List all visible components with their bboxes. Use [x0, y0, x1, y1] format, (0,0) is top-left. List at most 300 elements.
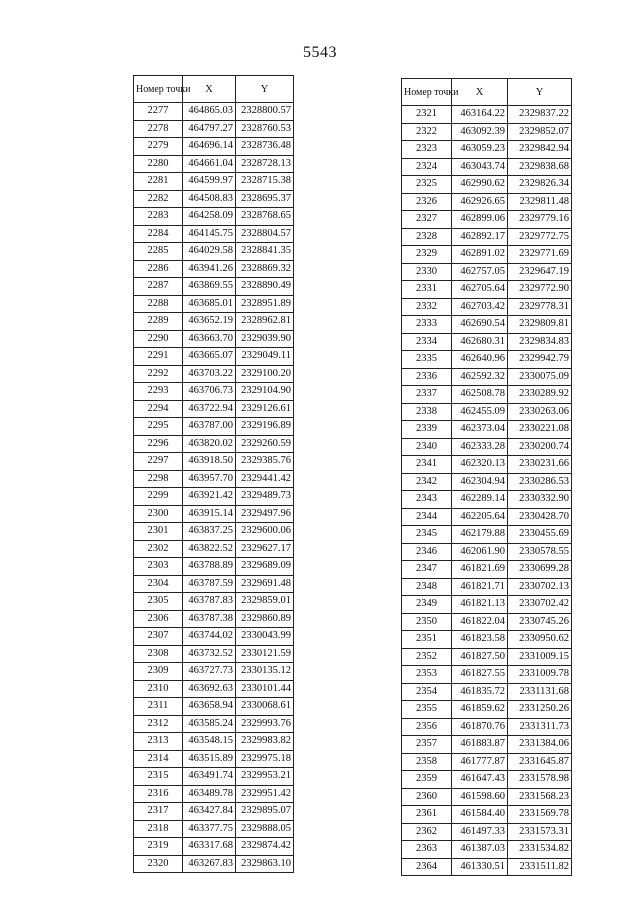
- y-coordinate-cell: 2330699.28: [508, 561, 572, 579]
- x-coordinate-cell: 463727.73: [183, 663, 236, 681]
- table-row: [402, 666, 572, 684]
- point-number-cell: 2305: [134, 593, 183, 611]
- point-number-cell: 2313: [134, 733, 183, 751]
- point-number-cell: 2294: [134, 400, 183, 418]
- point-number-cell: 2343: [402, 491, 452, 509]
- point-number-cell: 2329: [402, 246, 452, 264]
- point-number-cell: 2284: [134, 225, 183, 243]
- y-coordinate-cell: 2329039.90: [236, 330, 294, 348]
- table-row: [134, 628, 294, 646]
- point-number-cell: 2347: [402, 561, 452, 579]
- y-coordinate-cell: 2329838.68: [508, 158, 572, 176]
- x-coordinate-cell: 462990.62: [452, 176, 508, 194]
- table-row: [402, 631, 572, 649]
- table-row: [134, 733, 294, 751]
- y-coordinate-cell: 2329771.69: [508, 246, 572, 264]
- x-coordinate-cell: 463043.74: [452, 158, 508, 176]
- y-coordinate-cell: 2328890.49: [236, 278, 294, 296]
- point-number-cell: 2280: [134, 155, 183, 173]
- x-coordinate-cell: 464661.04: [183, 155, 236, 173]
- y-coordinate-cell: 2329778.31: [508, 298, 572, 316]
- x-coordinate-cell: 463918.50: [183, 453, 236, 471]
- table-row: [402, 596, 572, 614]
- table-row: [402, 281, 572, 299]
- point-number-cell: 2327: [402, 211, 452, 229]
- table-row: [402, 613, 572, 631]
- x-coordinate-cell: 462289.14: [452, 491, 508, 509]
- point-number-cell: 2330: [402, 263, 452, 281]
- point-number-cell: 2364: [402, 858, 452, 876]
- y-coordinate-cell: 2328768.65: [236, 208, 294, 226]
- point-number-cell: 2323: [402, 141, 452, 159]
- x-coordinate-cell: 463732.52: [183, 645, 236, 663]
- point-number-cell: 2324: [402, 158, 452, 176]
- y-coordinate-cell: 2329104.90: [236, 383, 294, 401]
- table-row: [134, 803, 294, 821]
- table-row: [134, 400, 294, 418]
- y-coordinate-cell: 2330455.69: [508, 526, 572, 544]
- table-row: [402, 508, 572, 526]
- table-row: [134, 715, 294, 733]
- point-number-cell: 2346: [402, 543, 452, 561]
- point-number-cell: 2328: [402, 228, 452, 246]
- point-number-cell: 2344: [402, 508, 452, 526]
- x-coordinate-cell: 461827.55: [452, 666, 508, 684]
- table-row: [134, 173, 294, 191]
- point-number-cell: 2355: [402, 701, 452, 719]
- point-number-cell: 2297: [134, 453, 183, 471]
- x-coordinate-cell: 461777.87: [452, 753, 508, 771]
- table-row: [402, 456, 572, 474]
- point-number-cell: 2310: [134, 680, 183, 698]
- table-row: [134, 348, 294, 366]
- x-coordinate-cell: 461598.60: [452, 788, 508, 806]
- y-coordinate-cell: 2330121.59: [236, 645, 294, 663]
- table-row: [402, 141, 572, 159]
- y-coordinate-cell: 2331645.87: [508, 753, 572, 771]
- point-number-cell: 2337: [402, 386, 452, 404]
- y-coordinate-cell: 2330289.92: [508, 386, 572, 404]
- x-coordinate-cell: 463837.25: [183, 523, 236, 541]
- point-number-cell: 2302: [134, 540, 183, 558]
- y-coordinate-cell: 2328760.53: [236, 120, 294, 138]
- point-number-cell: 2363: [402, 841, 452, 859]
- x-coordinate-cell: 462592.32: [452, 368, 508, 386]
- point-number-cell: 2340: [402, 438, 452, 456]
- table-row: [402, 176, 572, 194]
- x-coordinate-cell: 462680.31: [452, 333, 508, 351]
- y-coordinate-cell: 2330702.42: [508, 596, 572, 614]
- table-row: [402, 823, 572, 841]
- table-row: [402, 543, 572, 561]
- y-coordinate-cell: 2330745.26: [508, 613, 572, 631]
- table-row: [402, 841, 572, 859]
- table-row: [134, 260, 294, 278]
- x-coordinate-cell: 463921.42: [183, 488, 236, 506]
- y-coordinate-cell: 2330263.06: [508, 403, 572, 421]
- x-coordinate-cell: 463317.68: [183, 838, 236, 856]
- x-coordinate-cell: 461821.13: [452, 596, 508, 614]
- y-coordinate-cell: 2330221.08: [508, 421, 572, 439]
- x-coordinate-cell: 463703.22: [183, 365, 236, 383]
- table-row: [134, 225, 294, 243]
- y-coordinate-cell: 2328962.81: [236, 313, 294, 331]
- x-coordinate-cell: 463957.70: [183, 470, 236, 488]
- table-row: [134, 383, 294, 401]
- x-coordinate-cell: 461883.87: [452, 736, 508, 754]
- y-coordinate-cell: 2329772.90: [508, 281, 572, 299]
- x-coordinate-cell: 461827.50: [452, 648, 508, 666]
- point-number-cell: 2317: [134, 803, 183, 821]
- x-coordinate-cell: 463585.24: [183, 715, 236, 733]
- y-coordinate-cell: 2329196.89: [236, 418, 294, 436]
- x-coordinate-cell: 461821.69: [452, 561, 508, 579]
- y-coordinate-cell: 2330135.12: [236, 663, 294, 681]
- point-number-cell: 2300: [134, 505, 183, 523]
- y-coordinate-cell: 2329647.19: [508, 263, 572, 281]
- y-coordinate-cell: 2331009.78: [508, 666, 572, 684]
- point-number-cell: 2289: [134, 313, 183, 331]
- x-coordinate-cell: 462333.28: [452, 438, 508, 456]
- x-coordinate-cell: 463092.39: [452, 123, 508, 141]
- x-coordinate-cell: 463491.74: [183, 768, 236, 786]
- point-number-cell: 2341: [402, 456, 452, 474]
- table-row: [402, 211, 572, 229]
- point-number-cell: 2281: [134, 173, 183, 191]
- y-coordinate-cell: 2328728.13: [236, 155, 294, 173]
- table-row: [134, 278, 294, 296]
- point-number-cell: 2277: [134, 103, 183, 121]
- table-row: [402, 736, 572, 754]
- point-number-cell: 2361: [402, 806, 452, 824]
- header-y: Y: [236, 76, 294, 103]
- y-coordinate-cell: 2331578.98: [508, 771, 572, 789]
- y-coordinate-cell: 2329441.42: [236, 470, 294, 488]
- x-coordinate-cell: 464145.75: [183, 225, 236, 243]
- table-row: [134, 190, 294, 208]
- y-coordinate-cell: 2330101.44: [236, 680, 294, 698]
- x-coordinate-cell: 461870.76: [452, 718, 508, 736]
- table-row: [402, 246, 572, 264]
- y-coordinate-cell: 2329852.07: [508, 123, 572, 141]
- point-number-cell: 2336: [402, 368, 452, 386]
- x-coordinate-cell: 463665.07: [183, 348, 236, 366]
- y-coordinate-cell: 2329863.10: [236, 855, 294, 873]
- point-number-cell: 2303: [134, 558, 183, 576]
- y-coordinate-cell: 2331384.06: [508, 736, 572, 754]
- x-coordinate-cell: 463787.38: [183, 610, 236, 628]
- y-coordinate-cell: 2328804.57: [236, 225, 294, 243]
- point-number-cell: 2351: [402, 631, 452, 649]
- point-number-cell: 2349: [402, 596, 452, 614]
- point-number-cell: 2312: [134, 715, 183, 733]
- x-coordinate-cell: 461859.62: [452, 701, 508, 719]
- table-row: [134, 313, 294, 331]
- table-row: [134, 435, 294, 453]
- point-number-cell: 2316: [134, 785, 183, 803]
- header-y: Y: [508, 79, 572, 106]
- table-row: [402, 263, 572, 281]
- y-coordinate-cell: 2329993.76: [236, 715, 294, 733]
- x-coordinate-cell: 464258.09: [183, 208, 236, 226]
- x-coordinate-cell: 464599.97: [183, 173, 236, 191]
- y-coordinate-cell: 2331568.23: [508, 788, 572, 806]
- y-coordinate-cell: 2329975.18: [236, 750, 294, 768]
- point-number-cell: 2322: [402, 123, 452, 141]
- table-row: [134, 610, 294, 628]
- table-row: [134, 120, 294, 138]
- coordinates-table-right: [401, 78, 572, 876]
- table-row: [134, 295, 294, 313]
- header-point-number: Номер точки: [134, 76, 183, 103]
- point-number-cell: 2338: [402, 403, 452, 421]
- point-number-cell: 2352: [402, 648, 452, 666]
- table-row: [402, 578, 572, 596]
- table-row: [402, 228, 572, 246]
- table-row: [402, 368, 572, 386]
- point-number-cell: 2353: [402, 666, 452, 684]
- x-coordinate-cell: 463652.19: [183, 313, 236, 331]
- x-coordinate-cell: 463658.94: [183, 698, 236, 716]
- x-coordinate-cell: 463515.89: [183, 750, 236, 768]
- x-coordinate-cell: 462061.90: [452, 543, 508, 561]
- point-number-cell: 2358: [402, 753, 452, 771]
- x-coordinate-cell: 461647.43: [452, 771, 508, 789]
- y-coordinate-cell: 2329260.59: [236, 435, 294, 453]
- point-number-cell: 2291: [134, 348, 183, 366]
- x-coordinate-cell: 461584.40: [452, 806, 508, 824]
- point-number-cell: 2326: [402, 193, 452, 211]
- point-number-cell: 2314: [134, 750, 183, 768]
- x-coordinate-cell: 463663.70: [183, 330, 236, 348]
- table-row: [134, 645, 294, 663]
- page-number: 5543: [303, 44, 337, 61]
- point-number-cell: 2319: [134, 838, 183, 856]
- point-number-cell: 2333: [402, 316, 452, 334]
- table-row: [134, 243, 294, 261]
- table-row: [402, 123, 572, 141]
- table-row: [134, 698, 294, 716]
- y-coordinate-cell: 2329983.82: [236, 733, 294, 751]
- point-number-cell: 2350: [402, 613, 452, 631]
- x-coordinate-cell: 463377.75: [183, 820, 236, 838]
- x-coordinate-cell: 462703.42: [452, 298, 508, 316]
- point-number-cell: 2320: [134, 855, 183, 873]
- table-row: [402, 648, 572, 666]
- x-coordinate-cell: 463164.22: [452, 106, 508, 124]
- y-coordinate-cell: 2329811.48: [508, 193, 572, 211]
- point-number-cell: 2334: [402, 333, 452, 351]
- x-coordinate-cell: 463941.26: [183, 260, 236, 278]
- x-coordinate-cell: 462508.78: [452, 386, 508, 404]
- x-coordinate-cell: 462304.94: [452, 473, 508, 491]
- point-number-cell: 2279: [134, 138, 183, 156]
- point-number-cell: 2287: [134, 278, 183, 296]
- y-coordinate-cell: 2328715.38: [236, 173, 294, 191]
- table-row: [134, 453, 294, 471]
- y-coordinate-cell: 2330286.53: [508, 473, 572, 491]
- point-number-cell: 2296: [134, 435, 183, 453]
- point-number-cell: 2348: [402, 578, 452, 596]
- y-coordinate-cell: 2331573.31: [508, 823, 572, 841]
- table-row: [402, 701, 572, 719]
- y-coordinate-cell: 2331009.15: [508, 648, 572, 666]
- table-row: [402, 333, 572, 351]
- x-coordinate-cell: 464508.83: [183, 190, 236, 208]
- x-coordinate-cell: 461821.71: [452, 578, 508, 596]
- table-row: [134, 155, 294, 173]
- point-number-cell: 2292: [134, 365, 183, 383]
- point-number-cell: 2286: [134, 260, 183, 278]
- x-coordinate-cell: 463787.83: [183, 593, 236, 611]
- point-number-cell: 2321: [402, 106, 452, 124]
- table-row: [402, 421, 572, 439]
- x-coordinate-cell: 461387.03: [452, 841, 508, 859]
- x-coordinate-cell: 461330.51: [452, 858, 508, 876]
- table-row: [402, 753, 572, 771]
- point-number-cell: 2282: [134, 190, 183, 208]
- y-coordinate-cell: 2329627.17: [236, 540, 294, 558]
- table-row: [402, 298, 572, 316]
- x-coordinate-cell: 464696.14: [183, 138, 236, 156]
- point-number-cell: 2360: [402, 788, 452, 806]
- point-number-cell: 2285: [134, 243, 183, 261]
- table-row: [134, 575, 294, 593]
- y-coordinate-cell: 2329779.16: [508, 211, 572, 229]
- x-coordinate-cell: 463788.89: [183, 558, 236, 576]
- table-row: [134, 680, 294, 698]
- x-coordinate-cell: 462926.65: [452, 193, 508, 211]
- point-number-cell: 2315: [134, 768, 183, 786]
- y-coordinate-cell: 2331534.82: [508, 841, 572, 859]
- table-row: [402, 386, 572, 404]
- point-number-cell: 2332: [402, 298, 452, 316]
- table-row: [134, 470, 294, 488]
- table-row: [134, 838, 294, 856]
- y-coordinate-cell: 2331569.78: [508, 806, 572, 824]
- point-number-cell: 2357: [402, 736, 452, 754]
- table-row: [134, 488, 294, 506]
- point-number-cell: 2339: [402, 421, 452, 439]
- y-coordinate-cell: 2330702.13: [508, 578, 572, 596]
- x-coordinate-cell: 461835.72: [452, 683, 508, 701]
- table-row: [402, 683, 572, 701]
- table-row: [134, 540, 294, 558]
- table-row: [402, 351, 572, 369]
- table-header-row: [134, 76, 294, 103]
- x-coordinate-cell: 462320.13: [452, 456, 508, 474]
- table-row: [402, 526, 572, 544]
- x-coordinate-cell: 463787.00: [183, 418, 236, 436]
- header-x: X: [452, 79, 508, 106]
- y-coordinate-cell: 2328869.32: [236, 260, 294, 278]
- x-coordinate-cell: 462455.09: [452, 403, 508, 421]
- y-coordinate-cell: 2331511.82: [508, 858, 572, 876]
- table-row: [402, 561, 572, 579]
- table-row: [134, 418, 294, 436]
- table-row: [134, 330, 294, 348]
- header-point-number: Номер точки: [402, 79, 452, 106]
- x-coordinate-cell: 462705.64: [452, 281, 508, 299]
- table-row: [402, 788, 572, 806]
- point-number-cell: 2307: [134, 628, 183, 646]
- point-number-cell: 2318: [134, 820, 183, 838]
- x-coordinate-cell: 463787.59: [183, 575, 236, 593]
- x-coordinate-cell: 462757.05: [452, 263, 508, 281]
- table-row: [134, 523, 294, 541]
- y-coordinate-cell: 2330200.74: [508, 438, 572, 456]
- x-coordinate-cell: 463548.15: [183, 733, 236, 751]
- y-coordinate-cell: 2330043.99: [236, 628, 294, 646]
- x-coordinate-cell: 461822.04: [452, 613, 508, 631]
- y-coordinate-cell: 2329497.96: [236, 505, 294, 523]
- point-number-cell: 2308: [134, 645, 183, 663]
- y-coordinate-cell: 2331131.68: [508, 683, 572, 701]
- x-coordinate-cell: 463722.94: [183, 400, 236, 418]
- x-coordinate-cell: 461497.33: [452, 823, 508, 841]
- y-coordinate-cell: 2330950.62: [508, 631, 572, 649]
- x-coordinate-cell: 463915.14: [183, 505, 236, 523]
- point-number-cell: 2288: [134, 295, 183, 313]
- table-row: [134, 855, 294, 873]
- x-coordinate-cell: 462373.04: [452, 421, 508, 439]
- point-number-cell: 2278: [134, 120, 183, 138]
- y-coordinate-cell: 2329895.07: [236, 803, 294, 821]
- table-row: [134, 820, 294, 838]
- point-number-cell: 2342: [402, 473, 452, 491]
- y-coordinate-cell: 2328951.89: [236, 295, 294, 313]
- y-coordinate-cell: 2329691.48: [236, 575, 294, 593]
- table-row: [134, 208, 294, 226]
- y-coordinate-cell: 2329772.75: [508, 228, 572, 246]
- table-row: [134, 768, 294, 786]
- y-coordinate-cell: 2329888.05: [236, 820, 294, 838]
- table-row: [134, 663, 294, 681]
- table-header-row: [402, 79, 572, 106]
- y-coordinate-cell: 2330231.66: [508, 456, 572, 474]
- point-number-cell: 2295: [134, 418, 183, 436]
- table-row: [134, 593, 294, 611]
- y-coordinate-cell: 2329942.79: [508, 351, 572, 369]
- x-coordinate-cell: 462179.88: [452, 526, 508, 544]
- table-row: [134, 750, 294, 768]
- point-number-cell: 2331: [402, 281, 452, 299]
- point-number-cell: 2362: [402, 823, 452, 841]
- x-coordinate-cell: 464029.58: [183, 243, 236, 261]
- x-coordinate-cell: 463692.63: [183, 680, 236, 698]
- point-number-cell: 2359: [402, 771, 452, 789]
- x-coordinate-cell: 463489.78: [183, 785, 236, 803]
- x-coordinate-cell: 464865.03: [183, 103, 236, 121]
- point-number-cell: 2325: [402, 176, 452, 194]
- point-number-cell: 2283: [134, 208, 183, 226]
- y-coordinate-cell: 2329809.81: [508, 316, 572, 334]
- y-coordinate-cell: 2329489.73: [236, 488, 294, 506]
- x-coordinate-cell: 463822.52: [183, 540, 236, 558]
- x-coordinate-cell: 463059.23: [452, 141, 508, 159]
- y-coordinate-cell: 2329385.76: [236, 453, 294, 471]
- table-row: [134, 785, 294, 803]
- x-coordinate-cell: 462640.96: [452, 351, 508, 369]
- point-number-cell: 2301: [134, 523, 183, 541]
- y-coordinate-cell: 2329874.42: [236, 838, 294, 856]
- x-coordinate-cell: 463685.01: [183, 295, 236, 313]
- x-coordinate-cell: 463744.02: [183, 628, 236, 646]
- y-coordinate-cell: 2329126.61: [236, 400, 294, 418]
- table-row: [402, 438, 572, 456]
- x-coordinate-cell: 463706.73: [183, 383, 236, 401]
- point-number-cell: 2290: [134, 330, 183, 348]
